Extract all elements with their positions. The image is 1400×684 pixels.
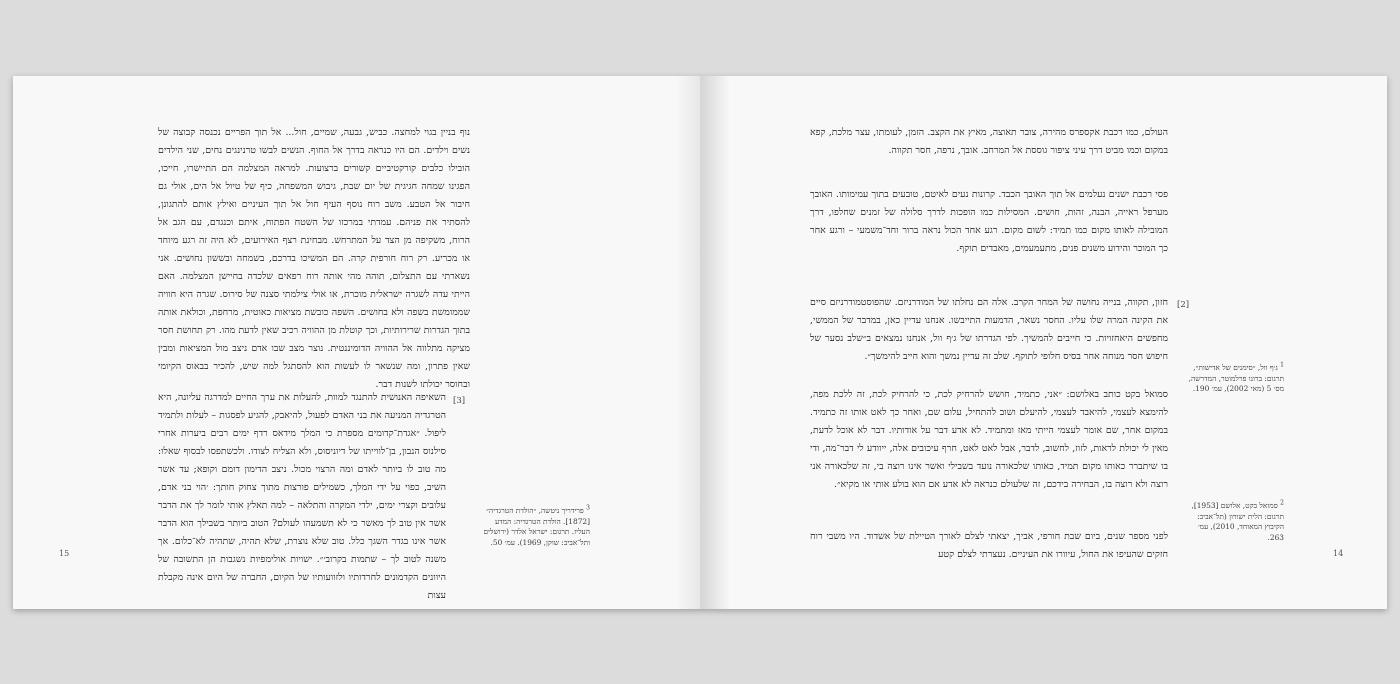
right-paragraph-5 (810, 528, 1168, 566)
left-page (13, 76, 700, 609)
left-footnote (480, 506, 590, 548)
left-footnote-text: פרידריך ניטשה, ״הולדת הטרגדיה״ [1872]. הולדת הטרגדיה: המדע העליז. תרגום: ישראל אלדר (ירושלים ותל־אביב: שוקן, 1969). עמ׳ 50. (483, 506, 590, 547)
right-footnote-1 (1180, 363, 1284, 395)
right-paragraph-3-text: חזון, תקווה, בנייה נחושה של המחר הקרב. אלה הם נחלתו של המודרניזם. שהפוסטמודרניזם סיים את הקינה המרה שלו עליו. החסר נשאר, הדמעות התייבשו. אנחנו עדיין כאן, במדבר של הממשי, מחפשים היאחזויות. כי חייבים להמשיך. לפי הגדרתו של ג׳ף וול, אנחנו נמצאים ב״שלב נסער של חיפוש חסר מנוחה אחר בסיס חלופי לתוקף. שלב זה עדיין נמשך והוא חייב להימשך״. (810, 297, 1168, 362)
left-paragraph-2 (158, 389, 446, 605)
right-footnote-1-text: ג׳ף וול, ״סימנים של אדישות״, תרגום: ברונו פרלמוטר, המדרשה, מס׳ 5 (מאי 2002), עמ׳ 190. (1188, 363, 1284, 394)
right-paragraph-4 (810, 386, 1168, 494)
left-section-number: [3] (453, 396, 466, 406)
right-paragraph-4-text: סמואל בקט כותב באלושם: ״אני, כתמיד, חושש להרחיק לכת, כי להרחיק לכת, זה ללכת מפה, להימצא לעצמי, להיאבד לעצמי, להיעלם ושוב להתחיל, עלום שם, ואחר כך לאט אותו זה כתמיד. במקום אחר, שם אומר לעצמי הייתי מאז ומתמיד. לא אדע דבר על אודותיו. דבר לא אוכל לדעת, מאין לי יכולת לראות, לזוז, לחשוב, לדבר, אבל לאט לאט, חרף עיכובים אלה, ייוודע לי דבר־מה, ודי בו שיתברר כאותו מקום תמיד, כאותו שלכאורה נועד בשבילי ואשר אינו רוצה בי, זה שלכאורה אני רוצה ולא רוצה בו, הבחירה בידכם, זה שלעולם כנראה לא אדע אם הוא בולע אותי או מקיא״. (810, 389, 1168, 490)
right-page-number: 14 (1333, 549, 1344, 558)
right-footnote-1-number: 1 (1280, 361, 1284, 369)
left-page-gutter-shadow (676, 76, 700, 609)
left-paragraph-2-text: השאיפה האנושית להתנגד למוות, להעלות את ערך החיים למדרגה עליונה, היא הטרגדיה המניעה את בני האדם לפעול, להיאבק, להגיע לפסגות – לעלות ולתמיד ליפול. ״אגדת־קדומים מספרת כי המלך מידאס רדף ימים רבים ביערות אחרי סילנוס הנבון, בן־לווייתו של דיוניסוס, ולא הצליח לצודו. ולכשתפסו לבסוף שאלו: מה טוב לו ביותר לאדם ומה הרצוי מכול. ניצב הדימון דומם וקופא; עד אשר השיב, כפוי על ידי המלך, כשמילים פורצות מתוך צחוק חותך: ׳הוי בני אדם, עלובים וקצרי ימים, ילדי המקרה והתלאה – למה תאלץ אותי לומר לך את הדבר אשר אין טוב לך מאשר כי לא תשמעהו לעולם? הטוב ביותר בשבילך הוא הדבר אשר אינו בגדר השגך כלל. טוב שלא נוצרת, שלא תהיה, שתהיה לא־כלום. אך משנה לטוב לך – שתמות בקרוב׳״. ישויות אולימפיות נשגבות הן התשובה של היוונים הקדמונים לחרדותיו ולזוועותיו של הקיום, החברה של היום אינה מקבלת עצות (158, 392, 446, 601)
right-paragraph-1 (810, 124, 1168, 160)
book-spread (13, 76, 1387, 609)
left-footnote-number: 3 (586, 504, 590, 512)
right-footnote-2 (1180, 501, 1284, 543)
right-paragraph-2-text: פסי רכבת ישנים נעלמים אל תוך האובך הכבד. קרונות נעים לאיטם, טובעים בתוך עמימותו. האובך מערפל ראייה, הבנה, זהות, חושים. המסילות כמו הופכות לדרך סלולה של זמנים שחלפו, דרך המובילה לאותו מקום כמו תמיד: לשום מקום. רגע אחד הכול נראה ברור וחד־משמעי – ורגע אחר כך המוכר והידוע משנים פנים, מתעמעמים, מאבדים תוקף. (810, 189, 1168, 254)
right-paragraph-2 (810, 186, 1168, 258)
left-paragraph-1 (158, 124, 470, 394)
left-page-number: 15 (59, 549, 70, 558)
right-paragraph-5-text: לפני מספר שנים, ביום שבת חורפי, אביך, יצאתי לצלם לאורך הטיילת של אשדוד. היו משבי רוח חזקים שהעיפו את החול, עיוורו את העיניים. נעצרתי לצלם קטע (810, 531, 1168, 560)
right-paragraph-1-text: העולם, כמו רכבת אקספרס מהירה, צובר תאוצה, מאיץ את הקצב. הזמן, לעומתו, עצר מלכת, קפא במקום וכמו מביט דרך עיני ציפור גוססת אל המרחב. אובך, נרפה, חסר תקווה. (810, 127, 1168, 156)
right-paragraph-3 (810, 294, 1168, 366)
right-page-gutter-shadow (700, 76, 730, 609)
right-footnote-2-text: סמואל בקט, אלושם [1953], תרגום: הלית ישורון (תל־אביב: הקיבוץ המאוחד, 2010), עמ׳ 263. (1191, 501, 1284, 542)
right-footnote-2-number: 2 (1280, 499, 1284, 507)
right-page (700, 76, 1387, 609)
left-paragraph-1-text: נוף בניין בגוי למחצה. כביש, גבעה, שמיים, חול... אל תוך הפריים נכנסה קבוצה של נשים וילדים. הם היו כנראה בדרך אל החוף. הנשים לבשו טרנינגים נחים, שני הילדים הובילו כלבים קורקטיביים קשורים ברצועות. למראה המצלמה הם התיישרו, חייכו, הפגינו שמחה חגיגית של יום שבת, גיבוש המשפחה, כיף של טיול אל הים, אולי גם חיבור אל הטבע. משב רוח נוסף העיף חול אל תוך העיניים ואילץ אותם להתגונן, להסתיר את פניהם. עמדתי במרכזו של השטח הפתוח, איתם וכנגדם, עם הגב אל הרוח, משקיפה מן הצד על המתרחש. מבחינת רצף האירועים, לא היה זה רגע מיוחד או מכריע. רק רוח חורפית קרה. הם המשיכו בדרכם, בשמחה ובששון נחושים. אני נשארתי עם התצלום, תוהה מהי אותה רוח רפאים שלכדה בחיישן המצלמה. האם הייתי עדה לשגרה ישראלית מוכרת, או אולי צילמתי סצנה של סירוס. שגרה היא חוויה שממומשת בשפה ולא בחושים. השפה כובשת מציאות כאוטית, מרחפת, וכולאת אותה בתוך הגדרות שרירותיות, וכך קוטלת מן ההוויה רכיב שאין לדעת מהו. רק תחושת חסר מציקה מתלווה אל ההוויה הדומיננטית. נוצר מצב שבו אדם ניצב מול המציאות ומבין שאין פתרון, ומה שנשאר לו לעשות הוא להסתגל למה שיש, להכיר בבאוס הקיומי ובחוסר יכולתו לשנות דבר. (158, 127, 470, 390)
right-section-number: [2] (1177, 300, 1190, 310)
